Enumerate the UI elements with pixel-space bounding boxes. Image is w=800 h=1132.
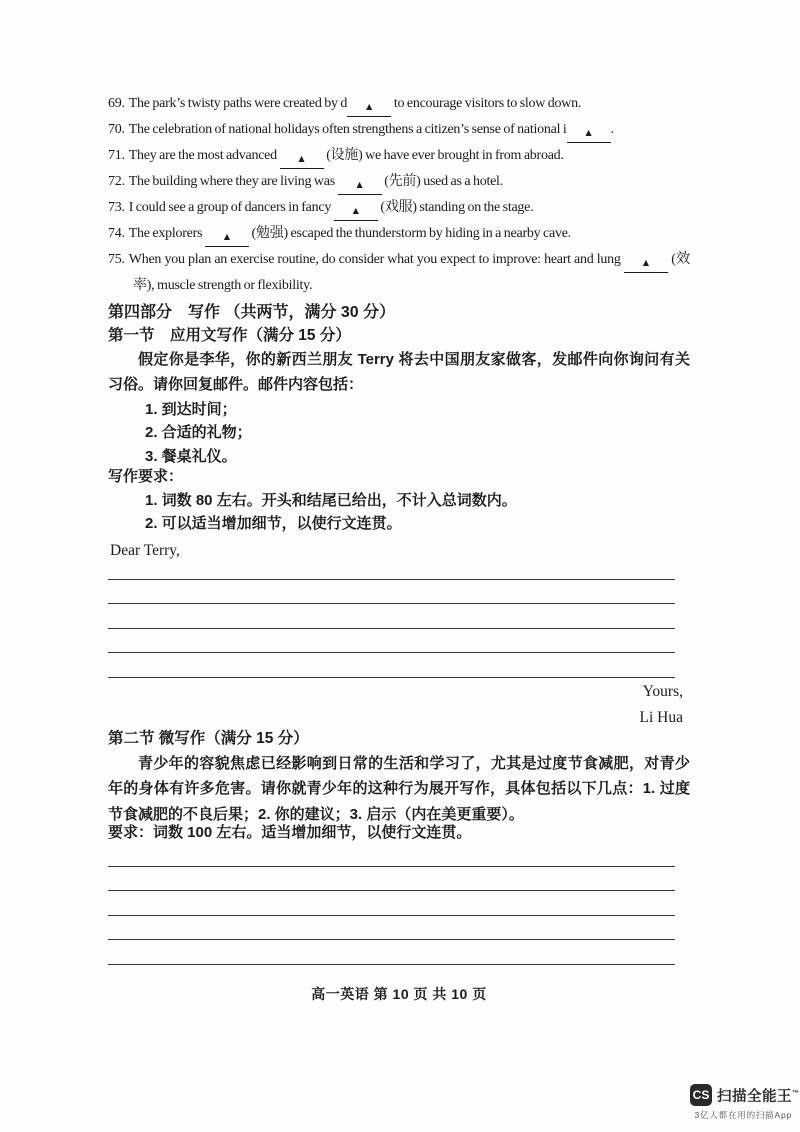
section1-heading: 第一节 应用文写作（满分 15 分） (108, 327, 351, 344)
scanner-watermark (690, 1084, 800, 1121)
answer-line (108, 555, 675, 580)
section1-intro-paragraph: 假定你是李华，你的新西兰朋友 Terry 将去中国朋友家做客，发邮件向你询问有关习俗。请你回复邮件。邮件内容包括： (108, 351, 690, 394)
answer-blank: ▲ (567, 127, 611, 143)
question-number: 75. (108, 252, 125, 267)
question-number: 71. (108, 148, 125, 163)
question-item: 71. They are the most advanced ▲ (设施) we have ever brought in from abroad. (108, 143, 690, 169)
question-item: 74. The explorers ▲ (勉强) escaped the thunderstorm by hiding in a nearby cave. (108, 221, 690, 247)
content-point: 3. 餐桌礼仪。 (145, 447, 237, 465)
section2-heading: 第二节 微写作（满分 15 分） (108, 730, 309, 747)
content-point: 2. 合适的礼物； (145, 424, 252, 442)
fill-in-blank-questions (108, 91, 690, 298)
letter-salutation: Dear Terry, (110, 542, 180, 559)
answer-line (108, 842, 675, 867)
answer-line (108, 940, 675, 965)
letter-answer-lines (108, 555, 675, 678)
question-item: 70. The celebration of national holidays often strengthens a citizen’s sense of national i ▲ . (108, 117, 690, 143)
answer-line (108, 916, 675, 941)
answer-blank: ▲ (334, 205, 378, 221)
requirement-item: 2. 可以适当增加细节，以使行文连贯。 (145, 515, 402, 533)
section1-requirements-label: 写作要求： (108, 468, 184, 485)
question-item: 72. The building where they are living was ▲ (先前) used as a hotel. (108, 169, 690, 195)
answer-blank: ▲ (205, 231, 249, 247)
question-number: 74. (108, 226, 125, 241)
question-item: 73. I could see a group of dancers in fancy ▲ (戏服) standing on the stage. (108, 195, 690, 221)
letter-closing (108, 679, 683, 731)
answer-line (108, 653, 675, 678)
watermark-row (690, 1084, 800, 1106)
answer-blank: ▲ (338, 179, 382, 195)
question-number: 70. (108, 122, 125, 137)
camscanner-logo-icon: CS (690, 1084, 712, 1106)
question-item: 69. The park’s twisty paths were created by d ▲ to encourage visitors to slow down. (108, 91, 690, 117)
closing-yours: Yours, (642, 683, 683, 700)
question-number: 69. (108, 96, 125, 111)
answer-blank: ▲ (624, 257, 668, 273)
answer-line (108, 867, 675, 892)
watermark-brand (717, 1085, 800, 1106)
section2-answer-lines (108, 842, 675, 965)
page-footer: 高一英语 第 10 页 共 10 页 (311, 986, 487, 1002)
question-number: 72. (108, 174, 125, 189)
section1-content-points (108, 398, 690, 468)
watermark-brand-text: 扫描全能王 (717, 1088, 792, 1105)
answer-blank: ▲ (347, 101, 391, 117)
watermark-tagline: 3亿人都在用的扫描App (694, 1110, 792, 1120)
trademark-symbol: ™ (792, 1089, 800, 1097)
answer-line (108, 604, 675, 629)
section2-body-paragraph: 青少年的容貌焦虑已经影响到日常的生活和学习了，尤其是过度节食减肥，对青少年的身体有许多危害。请你就青少年的这种行为展开写作，具体包括以下几点：1. 过度节食减肥的不良后果；2. 你的建议；3. 启示（内在美更重要）。 (108, 755, 690, 823)
section1-requirements (108, 489, 690, 536)
content-point: 1. 到达时间； (145, 401, 237, 418)
requirement-item: 1. 词数 80 左右。开头和结尾已给出，不计入总词数内。 (145, 492, 517, 509)
answer-line (108, 891, 675, 916)
question-number: 73. (108, 200, 125, 215)
answer-line (108, 580, 675, 605)
part4-heading: 第四部分 写作 （共两节，满分 30 分） (108, 304, 396, 321)
question-item: 75. When you plan an exercise routine, do consider what you expect to improve: heart and lung ▲ (效率), muscle strength or flexibility. (108, 252, 690, 293)
section2-requirement: 要求：词数 100 左右。适当增加细节，以使行文连贯。 (108, 824, 472, 841)
closing-signature: Li Hua (639, 709, 683, 726)
answer-blank: ▲ (280, 153, 324, 169)
answer-line (108, 629, 675, 654)
